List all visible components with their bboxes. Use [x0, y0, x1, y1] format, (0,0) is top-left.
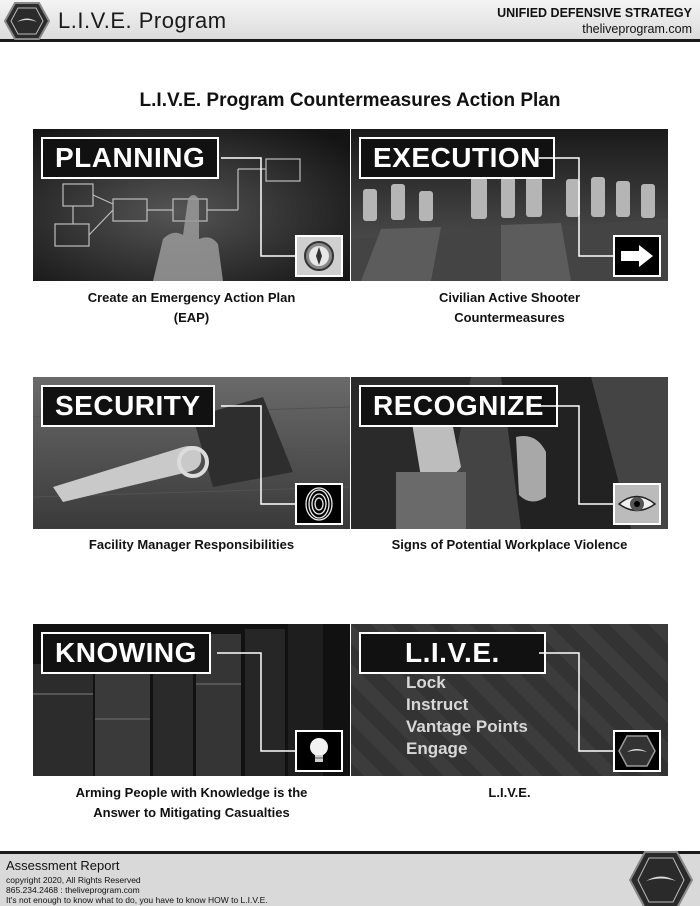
report-title: Assessment Report — [6, 858, 120, 873]
live-item-engage: Engage — [406, 739, 468, 758]
copyright-text: copyright 2020, All Rights Reserved — [6, 875, 141, 885]
caption-line: Create an Emergency Action Plan (EAP) — [87, 290, 296, 325]
eye-icon — [613, 483, 661, 525]
card-label-recognize: RECOGNIZE — [359, 385, 558, 427]
caption-line: Civilian Active Shooter Countermeasures — [438, 290, 581, 325]
caption-recognize — [351, 535, 668, 555]
card-knowing — [33, 624, 350, 776]
card-label-planning: PLANNING — [41, 137, 219, 179]
page-title: L.I.V.E. Program Countermeasures Action Plan — [139, 90, 561, 111]
card-label-security: SECURITY — [41, 385, 215, 427]
arrow-right-icon — [613, 235, 661, 277]
fingerprint-icon — [295, 483, 343, 525]
caption-security — [33, 535, 350, 555]
card-planning — [33, 129, 350, 281]
lightbulb-icon — [295, 730, 343, 772]
strategy-label: UNIFIED DEFENSIVE STRATEGY — [497, 6, 692, 20]
card-label-execution: EXECUTION — [359, 137, 555, 179]
live-item-lock: Lock — [406, 673, 446, 692]
caption-line: Facility Manager Responsibilities — [88, 537, 295, 552]
compass-icon — [295, 235, 343, 277]
footer-logo-icon — [628, 850, 694, 906]
live-logo-icon — [3, 1, 51, 41]
live-item-instruct: Instruct — [406, 695, 469, 714]
site-url[interactable]: theliveprogram.com — [582, 22, 692, 36]
caption-execution — [351, 288, 668, 328]
card-label-live: L.I.V.E. — [359, 632, 546, 674]
card-execution — [351, 129, 668, 281]
live-item-vantage-points: Vantage Points — [406, 717, 528, 736]
page-header — [0, 0, 700, 42]
card-label-knowing: KNOWING — [41, 632, 211, 674]
caption-live — [351, 783, 668, 803]
brand-name: L.I.V.E. Program — [58, 8, 227, 33]
caption-knowing — [33, 783, 350, 823]
card-security — [33, 377, 350, 529]
live-badge-icon — [613, 730, 661, 772]
contact-text: 865.234.2468 : theliveprogram.com — [6, 885, 140, 895]
card-recognize — [351, 377, 668, 529]
caption-line: L.I.V.E. — [488, 785, 531, 800]
card-live — [351, 624, 668, 776]
caption-line: Signs of Potential Workplace Violence — [391, 537, 628, 552]
tagline-text: It's not enough to know what to do, you have to know HOW to L.I.V.E. — [6, 895, 268, 905]
page-footer — [0, 851, 700, 906]
caption-line: Arming People with Knowledge is the Answer to Mitigating Casualties — [75, 785, 308, 820]
live-list — [406, 672, 528, 760]
caption-planning — [33, 288, 350, 328]
